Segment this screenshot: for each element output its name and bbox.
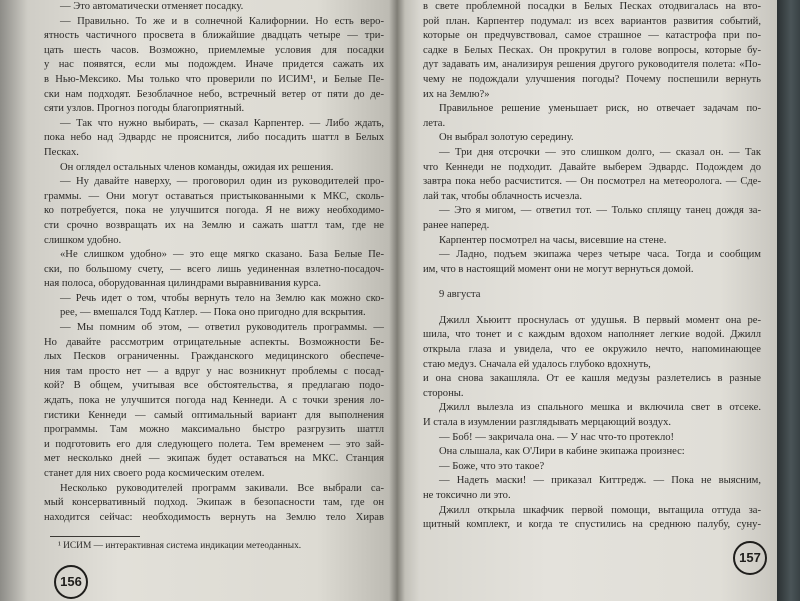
text-line: цать шесть часов. Возможно, приемлемые условия для посадки [44,44,384,56]
text-line: лых Песков ограниченны. Гражданского медицинского обеспече- [44,351,384,363]
book-gutter [389,0,405,601]
text-line: рой план. Карпентер подумал: из всех вариантов развития событий, [423,15,761,27]
text-line: Правильное решение уменьшает риск, но отвечает задачам по- [439,103,761,115]
text-line: — Так что нужно выбирать, — сказал Карпентер. — Либо ждать, [60,117,384,129]
text-line: их на Землю?» [423,88,490,100]
text-line: станет для них своего рода космическим отелем. [44,468,265,479]
text-line: ная полоса, оборудованная цилиндрами выравнивания курса. [44,278,322,290]
text-line: — Это автоматически отменяет посадку. [60,1,244,12]
text-line: Он выбрал золотую середину. [439,132,574,144]
text-line: ски нам подходят. Безоблачное небо, встречный ветер от пяти до де- [44,88,384,100]
text-line: рее, — вмешался Тодд Катлер. — Пока оно пригодно для вскрытия. [60,307,366,319]
text-line: стороны. [423,387,464,399]
text-line: Джилл открыла шкафчик первой помощи, вытащила оттуда за- [439,504,761,516]
text-line: гистики Кеннеди — самый оптимальный вариант для выполнения [44,409,384,421]
text-line: мый консервативный подход. Экипаж в безопасности там, где он [44,497,384,509]
text-line: что Кеннеди не подходит. Давайте выберем Эдвардс. Подождем до [423,161,761,173]
text-line: которые он предчувствовал, самое страшное — катастрофа при по- [423,30,761,42]
text-line: — Речь идет о том, чтобы вернуть тело на Землю как можно ско- [60,292,384,304]
text-line: Джилл вылезла из спального мешка и включила свет в отсеке. [439,402,761,414]
text-line: и подготовить его для следующего полета. Тем временем — это зай- [44,438,384,450]
date-heading: 9 августа [439,289,481,301]
text-line: — Три дня отсрочки — это слишком долго, — сказал он. — Так [439,146,761,158]
text-line: сяти узлов. Прогноз погоды благоприятный. [44,103,245,115]
text-line: мет несколько дней — экипаж будет оставаться на МКС. Станция [44,453,384,465]
text-line: ранее наперед. [423,219,490,231]
text-line: и она снова закашляла. От ее кашля медузы разлетелись в разные [423,373,761,385]
text-line: шила, что тонет и с каждым вдохом наполняет легкие водой. Джилл [423,329,761,341]
left-page [0,0,397,601]
text-line: в Нью-Мексико. Мы только что проверили по ИСИМ¹, и Белые Пе- [44,73,384,85]
text-line: ния там просто нет — а вдруг у нас возникнут проблемы с посад- [44,365,384,377]
text-line: в свете проблемной посадки в Белых Песках отодвигалась на вто- [423,1,761,12]
text-line: — Мы помним об этом, — ответил руководитель программы. — [60,322,384,334]
text-line: И стала в изумлении разглядывать мерцающий воздух. [423,417,672,429]
text-line: открыла глаза и увидела, что ее окружило нечто, напоминающее [423,344,761,356]
text-line: лай так, чтобы облачность исчезла. [423,190,582,202]
text-line: — Ладно, подъем экипажа через четыре часа. Тогда и сообщим [439,249,761,261]
text-line: им, что в настоящий момент они не могут вернуться домой. [423,263,694,275]
text-line: у нас появятся, если мы подождем. Иначе придется сажать их [44,59,384,71]
text-line: ко потребуется, пока не улучшится погода. Я не вижу необходимо- [44,205,384,217]
text-line: ятность частичного просвета в ближайшие двадцать четыре — три- [44,30,384,42]
text-line: Он оглядел остальных членов команды, ожидая их решения. [60,161,334,173]
text-line: стаю медуз. Сначала ей удалось глубоко вдохнуть, [423,358,651,370]
page-number-right: 157 [733,541,767,575]
text-line: ждать, пока не улучшится погода над Кеннеди. А с точки зрения ло- [44,395,384,407]
text-line: находится сейчас: необходимость вернуть на Землю тело Хирав [44,511,384,523]
text-line: слишком удобно. [44,234,122,246]
text-line: — Ну давайте наверху, — проговорил один из руководителей про- [60,176,384,188]
text-line: Карпентер посмотрел на часы, висевшие на стене. [439,234,667,246]
text-line: дут задавать им, анализируя решения другого руководителя полета: «По- [423,59,761,71]
text-line: пока небо над Эдвардс не прояснится, либо посадить шаттл в Белых [44,132,384,144]
text-line: Песках. [44,146,79,158]
text-line: чему не подождали улучшения погоды? Почему поспешили вернуть [423,73,761,85]
text-line: сти срочно возвращать их на Землю и сажать шаттл там, где не [44,219,384,231]
right-page [397,0,777,601]
text-line: Она слышала, как О'Лири в кабине экипажа произнес: [439,446,685,458]
text-line: — Это я мигом, — ответил тот. — Только сплящу танец дождя за- [439,205,761,217]
text-line: граммы. — Они могут оставаться пристыкованными к МКС, сколь- [44,190,384,202]
page-number-left: 156 [54,565,88,599]
text-line: щитный комплект, и когда те спустились на среднюю палубу, суну- [423,519,761,531]
text-line: ски, по большому счету, — всего лишь уединенная взлетно-посадоч- [44,263,384,275]
text-line: — Боб! — закричала она. — У нас что-то протекло! [439,431,675,443]
text-line: Джилл Хьюитт проснулась от удушья. В первый момент она ре- [439,314,761,326]
text-line: не токсично ли это. [423,490,511,501]
text-line: «Не слишком удобно» — это еще мягко сказано. База Белые Пе- [60,249,384,261]
text-line: садке в Белых Песках. Он прокрутил в голове вопросы, которые бу- [423,44,761,56]
footnote-rule [50,536,140,537]
text-line: завтра пока небо расчистится. — Он посмотрел на метеоролога. — Сде- [423,176,761,188]
text-line: Но давайте рассмотрим отрицательные аспекты. Возможности Бе- [44,336,384,348]
text-line: программы. Там можно максимально быстро разгрузить шаттл [44,424,384,436]
right-page-text [423,0,761,533]
text-line: Несколько руководителей программ закивали. Все выбрали са- [60,482,384,494]
page-edge [777,0,800,601]
text-line: — Надеть маски! — приказал Киттредж. — Пока не выясним, [439,475,761,487]
footnote: ¹ ИСИМ — интерактивная система индикации метеоданных. [58,541,302,551]
text-line: кой? В общем, учитывая все обстоятельства, я предлагаю подо- [44,380,384,392]
text-line: — Правильно. То же и в солнечной Калифорнии. Но есть веро- [60,15,384,27]
text-line: лета. [423,117,446,129]
text-line: — Боже, что это такое? [439,460,545,472]
left-page-text [44,0,384,525]
